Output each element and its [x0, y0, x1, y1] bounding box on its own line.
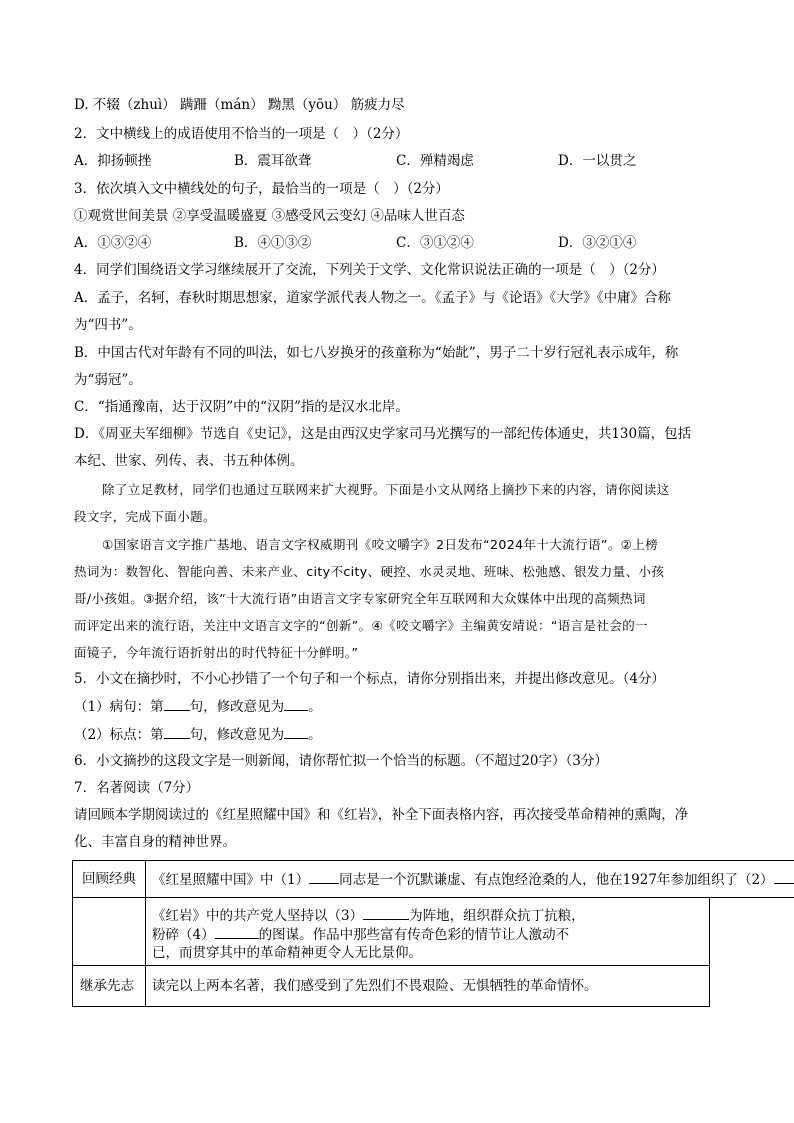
q3-option-d: D．③②①④: [558, 235, 637, 251]
table-blank-4[interactable]: [215, 924, 259, 939]
q4-option-a-line1: A．孟子，名轲，春秋时期思想家，道家学派代表人物之一。《孟子》与《论语》《大学》《中庸》合称: [74, 290, 671, 306]
table-blank-2[interactable]: [774, 869, 794, 884]
passage-intro-line1: 除了立足教材，同学们也通过互联网来扩大视野。下面是小文从网络上摘抄下来的内容，请你阅读这: [102, 482, 670, 497]
table-row2-line2: [152, 924, 569, 945]
q5-part1-prefix: （1）病句：第: [74, 699, 164, 715]
table-row1-text-b: 同志是一个沉默谦虚、有点饱经沧桑的人，他在1927年参加组织了（2）: [339, 872, 774, 888]
q5-stem: 5．小文在摘抄时，不小心抄错了一个句子和一个标点，请你分别指出来，并提出修改意见。（4分）: [74, 671, 665, 687]
q3-stem: 3．依次填入文中横线处的句子，最恰当的一项是（ ）（2分）: [74, 181, 449, 197]
q5-part2-middle: 句，修改意见为: [189, 727, 285, 743]
q4-option-c: C．“指通豫南，达于汉阴”中的“汉阴”指的是汉水北岸。: [74, 399, 409, 415]
table-row3-content: 读完以上两本名著，我们感受到了先烈们不畏艰险、无惧牺牲的革命情怀。: [152, 978, 598, 994]
q2-option-d: D．一以贯之: [558, 153, 637, 169]
q3-sentences: ①观赏世间美景 ②享受温暖盛夏 ③感受风云变幻 ④品味人世百态: [74, 208, 465, 224]
q5-part2: [74, 724, 322, 745]
q5-part1-sentence-blank[interactable]: [164, 696, 190, 711]
q4-option-d-line2: 本纪、世家、列传、表、书五种体例。: [74, 453, 304, 469]
q3-option-c: C．③①②④: [396, 235, 474, 251]
q2-option-c: C．殚精竭虑: [396, 153, 474, 169]
passage-body-line3: 哥/小孩姐。③据介绍，该“十大流行语”由语言文字专家研究全年互联网和大众媒体中出现的高频热词: [74, 591, 646, 606]
q2-stem: 2．文中横线上的成语使用不恰当的一项是（ ）（2分）: [74, 126, 409, 142]
q5-part1-middle: 句，修改意见为: [189, 699, 285, 715]
q1-option-d: D. 不辍（zhuì） 蹒跚（mán） 黝黑（yōu） 筋疲力尽: [74, 97, 405, 113]
q4-stem: 4．同学们围绕语文学习继续展开了交流，下列关于文学、文化常识说法正确的一项是（ ）（2分）: [74, 262, 665, 278]
passage-body-line2: 热词为：数智化、智能向善、未来产业、city不city、硬控、水灵灵地、班味、松弛感、银发力量、小孩: [74, 564, 665, 579]
table-row2-line1-b: 为阵地，组织群众抗丁抗粮，: [409, 908, 585, 924]
table-row2-line3: 已，而贯穿其中的革命精神更令人无比景仰。: [152, 945, 422, 961]
q3-option-b: B．④①③②: [234, 235, 312, 251]
passage-body-line5: 面镜子，今年流行语折射出的时代特征十分鲜明。”: [74, 645, 359, 660]
table-row2-label-cell: [72, 897, 146, 966]
q2-option-b: B．震耳欲聋: [234, 153, 312, 169]
table-row2-line1-a: 《红岩》中的共产党人坚持以（3）: [152, 908, 364, 924]
q4-option-b-line1: B．中国古代对年龄有不同的叫法，如七八岁换牙的孩童称为“始龀”，男子二十岁行冠礼表示成年，称: [74, 345, 679, 361]
q5-part2-fix-blank[interactable]: [284, 724, 308, 739]
q7-intro-line1: 请回顾本学期阅读过的《红星照耀中国》和《红岩》，补全下面表格内容，再次接受革命精神的熏陶，净: [74, 807, 689, 823]
q5-part1-fix-blank[interactable]: [284, 696, 308, 711]
table-blank-3[interactable]: [363, 905, 409, 920]
table-row3-label: 继承先志: [80, 978, 134, 994]
q6-stem: 6．小文摘抄的这段文字是一则新闻，请你帮忙拟一个恰当的标题。（不超过20字）（3分）: [74, 753, 608, 769]
q7-intro-line2: 化、丰富自身的精神世界。: [74, 834, 236, 850]
table-row1-text-a: 《红星照耀中国》中（1）: [152, 872, 310, 888]
q5-part1-period: 。: [308, 699, 322, 715]
table-blank-1[interactable]: [309, 869, 339, 884]
table-row2-line2-b: 的图谋。作品中那些富有传奇色彩的情节让人激动不: [258, 927, 570, 943]
passage-intro-line2: 段文字，完成下面小题。: [74, 509, 216, 524]
table-row1-content: [152, 869, 794, 890]
q4-option-d-line1: D．《周亚夫军细柳》节选自《史记》，这是由西汉史学家司马光撰写的一部纪传体通史，共130篇，包括: [74, 426, 692, 442]
q5-part2-prefix: （2）标点：第: [74, 727, 164, 743]
table-row2-line2-a: 粉碎（4）: [152, 927, 215, 943]
q2-option-a: A．抑扬顿挫: [74, 153, 152, 169]
passage-body-line4: 而评定出来的流行语，关注中文语言文字的“创新”。④《咬文嚼字》主编黄安靖说：“语言是社会的一: [74, 618, 649, 633]
q5-part1: [74, 696, 322, 717]
q5-part2-sentence-blank[interactable]: [164, 724, 190, 739]
table-row2-line1: [152, 905, 585, 926]
q3-option-a: A．①③②④: [74, 235, 152, 251]
q4-option-a-line2: 为“四书”。: [74, 317, 142, 333]
q7-stem: 7．名著阅读（7分）: [74, 780, 200, 796]
q5-part2-period: 。: [308, 727, 322, 743]
passage-body-line1: ①国家语言文字推广基地、语言文字权威期刊《咬文嚼字》2日发布“2024年十大流行语”。②上榜: [102, 537, 659, 552]
table-row1-label: 回顾经典: [82, 871, 136, 887]
q4-option-b-line2: 为“弱冠”。: [74, 372, 142, 388]
